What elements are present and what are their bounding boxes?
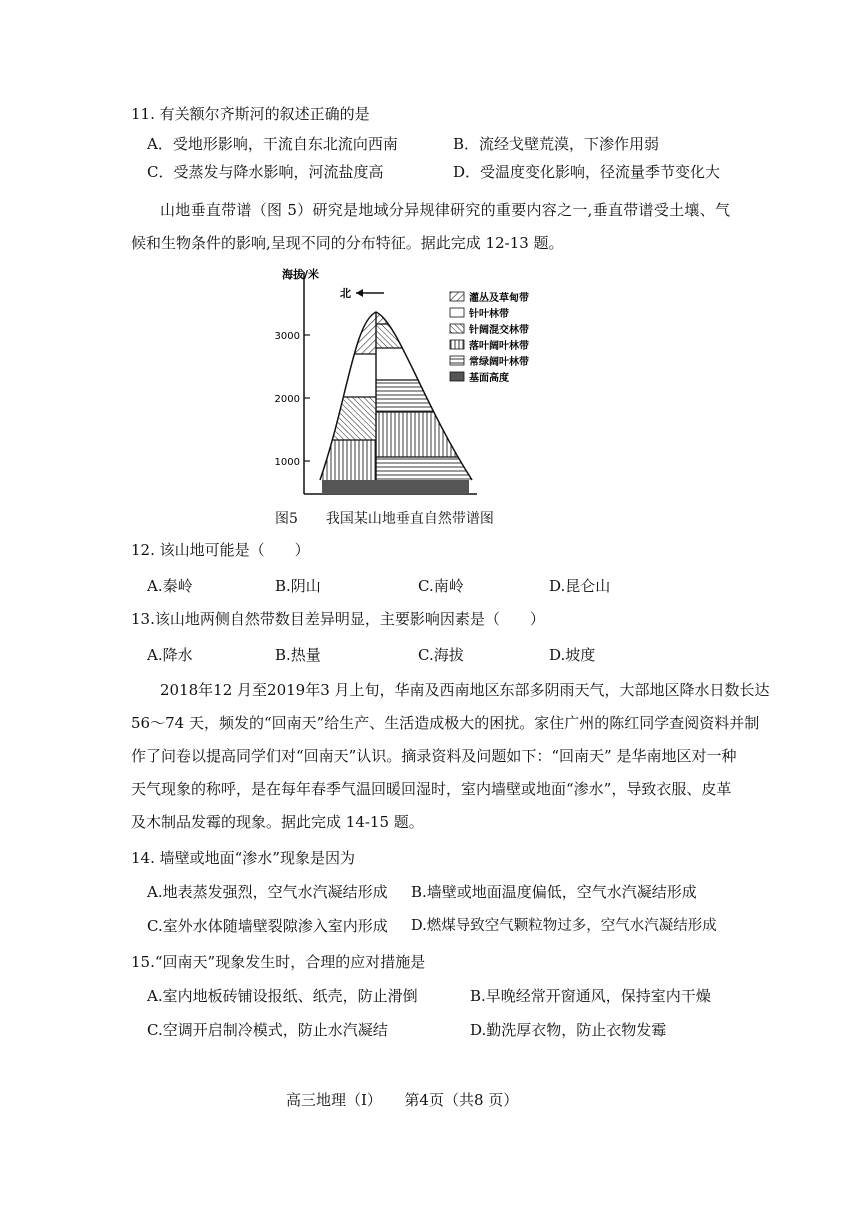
- q12-option-b: B.阴山: [275, 577, 321, 595]
- q11-option-d: D．受温度变化影响，径流量季节变化大: [453, 163, 721, 181]
- y-tick-1000: 1000: [274, 457, 300, 468]
- q14-option-c: C.室外水体随墙壁裂隙渗入室内形成: [147, 917, 388, 935]
- q12-option-c: C.南岭: [418, 577, 464, 595]
- q11-option-b: B．流经戈壁荒漠，下渗作用弱: [453, 135, 660, 153]
- intro-14-15-line1: 2018年12 月至2019年3 月上旬，华南及西南地区东部多阴雨天气，大部地区降水日数长达: [160, 681, 770, 699]
- q12-stem: 12. 该山地可能是（ ）: [131, 541, 310, 559]
- intro-12-13-line2: 候和生物条件的影响,呈现不同的分布特征。据此完成 12-13 题。: [131, 234, 564, 252]
- q14-option-a: A.地表蒸发强烈，空气水汽凝结形成: [147, 883, 388, 901]
- q11-option-a: A．受地形影响，干流自东北流向西南: [147, 135, 398, 153]
- q15-option-c: C.空调开启制冷模式，防止水汽凝结: [147, 1021, 388, 1039]
- figure-5-vertical-zonation-diagram: [262, 262, 542, 502]
- intro-14-15-line3: 作了问卷以提高同学们对“回南天”认识。摘录资料及问题如下：“回南天” 是华南地区对一种: [131, 747, 737, 765]
- legend-coniferous: 针叶林带: [469, 309, 509, 320]
- page-footer: 高三地理（I） 第4页（共8 页）: [286, 1091, 519, 1109]
- legend-deciduous: 落叶阔叶林带: [469, 341, 529, 352]
- y-tick-3000: 3000: [274, 331, 300, 342]
- legend-shrub-meadow: 灌丛及草甸带: [469, 293, 529, 304]
- q12-option-a: A.秦岭: [147, 577, 193, 595]
- y-tick-2000: 2000: [274, 394, 300, 405]
- legend: [450, 291, 529, 384]
- q14-stem: 14. 墙壁或地面“渗水”现象是因为: [131, 849, 355, 867]
- intro-12-13-line1: 山地垂直带谱（图 5）研究是地域分异规律研究的重要内容之一,垂直带谱受土壤、气: [160, 201, 730, 219]
- q13-stem: 13.该山地两侧自然带数目差异明显，主要影响因素是（ ）: [131, 610, 545, 628]
- q13-option-c: C.海拔: [418, 646, 464, 664]
- q15-option-b: B.早晚经常开窗通风，保持室内干燥: [470, 987, 711, 1005]
- intro-14-15-line4: 天气现象的称呼，是在每年春季气温回暖回湿时，室内墙壁或地面“渗水”，导致衣服、皮革: [131, 780, 732, 798]
- q14-option-b: B.墙壁或地面温度偏低，空气水汽凝结形成: [411, 883, 697, 901]
- q15-option-a: A.室内地板砖铺设报纸、纸壳，防止滑倒: [147, 987, 418, 1005]
- north-label: 北: [340, 287, 351, 300]
- q11-option-c: C．受蒸发与降水影响，河流盐度高: [147, 163, 384, 181]
- legend-mixed-forest: 针阔混交林带: [469, 325, 529, 336]
- figure-5-caption: 图5 我国某山地垂直自然带谱图: [275, 511, 494, 527]
- q13-option-b: B.热量: [275, 646, 321, 664]
- intro-14-15-line2: 56～74 天，频发的“回南天”给生产、生活造成极大的困扰。家住广州的陈红同学查阅资料并制: [131, 714, 760, 732]
- q15-option-d: D.勤洗厚衣物，防止衣物发霉: [470, 1021, 667, 1039]
- q13-option-a: A.降水: [147, 646, 193, 664]
- q11-stem: 11. 有关额尔齐斯河的叙述正确的是: [131, 105, 370, 123]
- q13-option-d: D.坡度: [549, 646, 596, 664]
- q14-option-d: D.燃煤导致空气颗粒物过多，空气水汽凝结形成: [411, 918, 717, 934]
- q12-option-d: D.昆仑山: [549, 577, 611, 595]
- intro-14-15-line5: 及木制品发霉的现象。据此完成 14-15 题。: [131, 813, 424, 831]
- q15-stem: 15.“回南天”现象发生时，合理的应对措施是: [131, 953, 426, 971]
- legend-evergreen: 常绿阔叶林带: [469, 357, 529, 368]
- base-height-bar: [322, 480, 469, 494]
- y-axis-label: 海拔/米: [282, 268, 320, 281]
- legend-base-height: 基面高度: [469, 373, 509, 384]
